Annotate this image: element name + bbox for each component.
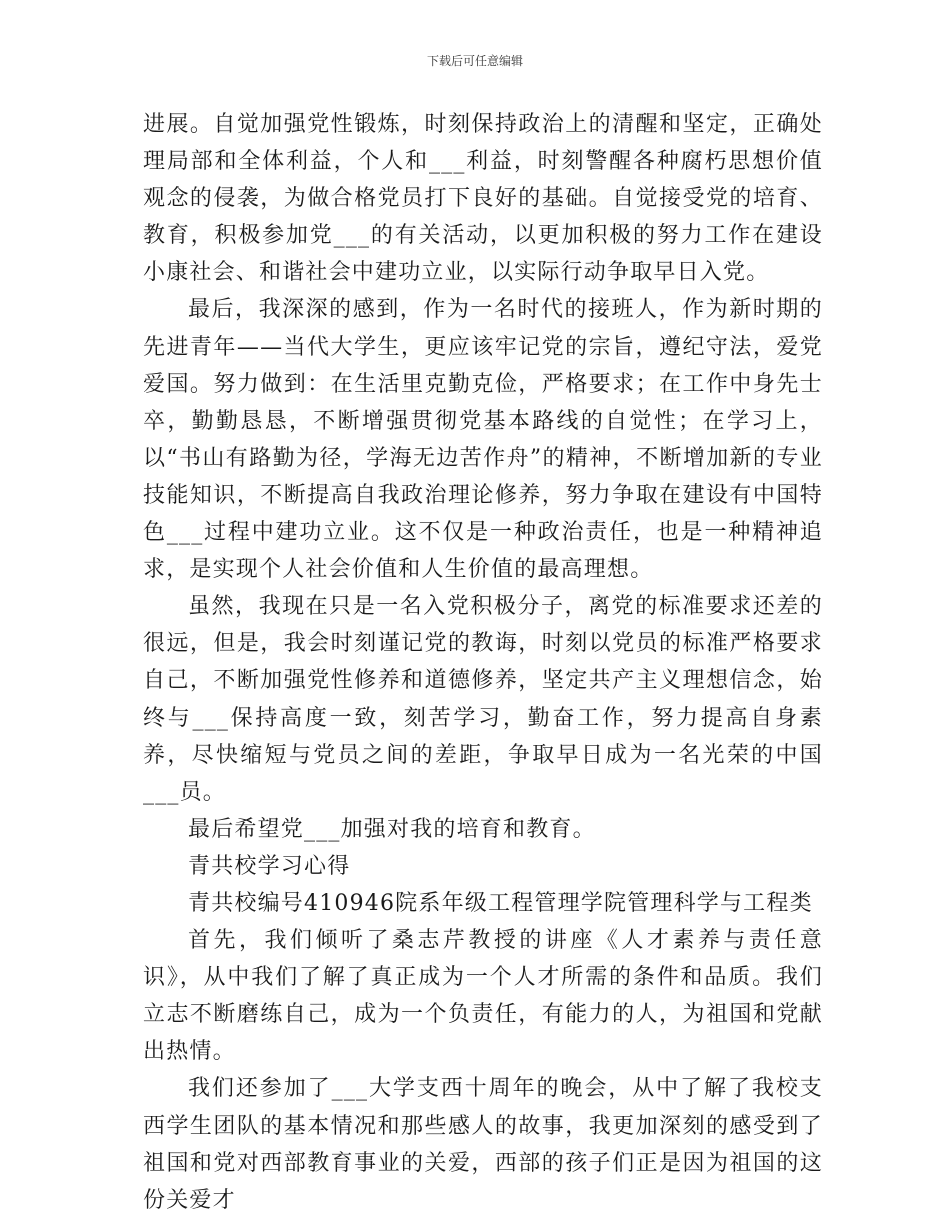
section-title: 青共校学习心得	[188, 853, 351, 879]
paragraph-hope: 最后希望党___加强对我的培育和教育。	[188, 816, 596, 842]
page-header: 下载后可任意编辑	[426, 54, 523, 68]
paragraph-conclusion: 最后，我深深的感到，作为一名时代的接班人，作为新时期的先进青年——当代大学生，更应该牢记党的宗旨，遵纪守法，爱党爱国。努力做到：在生活里克勤克俭，严格要求；在工作中身先士卒，勤勤恳恳，不断增强贯彻党基本路线的自觉性；在学习上，以“书山有路勤为径，学海无边苦作舟”的精神，不断增加新的专业技能知识，不断提高自我政治理论修养，努力争取在建设有中国特色___过程中建功立业。这不仅是一种政治责任，也是一种精神追求，是实现个人社会价值和人生价值的最高理想。	[143, 297, 823, 583]
document-body	[143, 106, 823, 1219]
section-info: 青共校编号410946院系年级工程管理学院管理科学与工程类	[188, 890, 813, 916]
paragraph-evening-party: 我们还参加了___大学支西十周年的晚会，从中了解了我校支西学生团队的基本情况和那些感人的故事，我更加深刻的感受到了祖国和党对西部教育事业的关爱，西部的孩子们正是因为祖国的这份关爱才	[143, 1076, 823, 1213]
paragraph-continuation: 进展。自觉加强党性锻炼，时刻保持政治上的清醒和坚定，正确处理局部和全体利益，个人和___利益，时刻警醒各种腐朽思想价值观念的侵袭，为做合格党员打下良好的基础。自觉接受党的培育、教育，积极参加党___的有关活动，以更加积极的努力工作在建设小康社会、和谐社会中建功立业，以实际行动争取早日入党。	[143, 112, 823, 286]
paragraph-lecture: 首先，我们倾听了桑志芹教授的讲座《人才素养与责任意识》，从中我们了解了真正成为一个人才所需的条件和品质。我们立志不断磨练自己，成为一个负责任，有能力的人，为祖国和党献出热情。	[143, 928, 823, 1065]
paragraph-commitment: 虽然，我现在只是一名入党积极分子，离党的标准要求还差的很远，但是，我会时刻谨记党的教诲，时刻以党员的标准严格要求自己，不断加强党性修养和道德修养，坚定共产主义理想信念，始终与___保持高度一致，刻苦学习，勤奋工作，努力提高自身素养，尽快缩短与党员之间的差距，争取早日成为一名光荣的中国___员。	[143, 594, 823, 805]
